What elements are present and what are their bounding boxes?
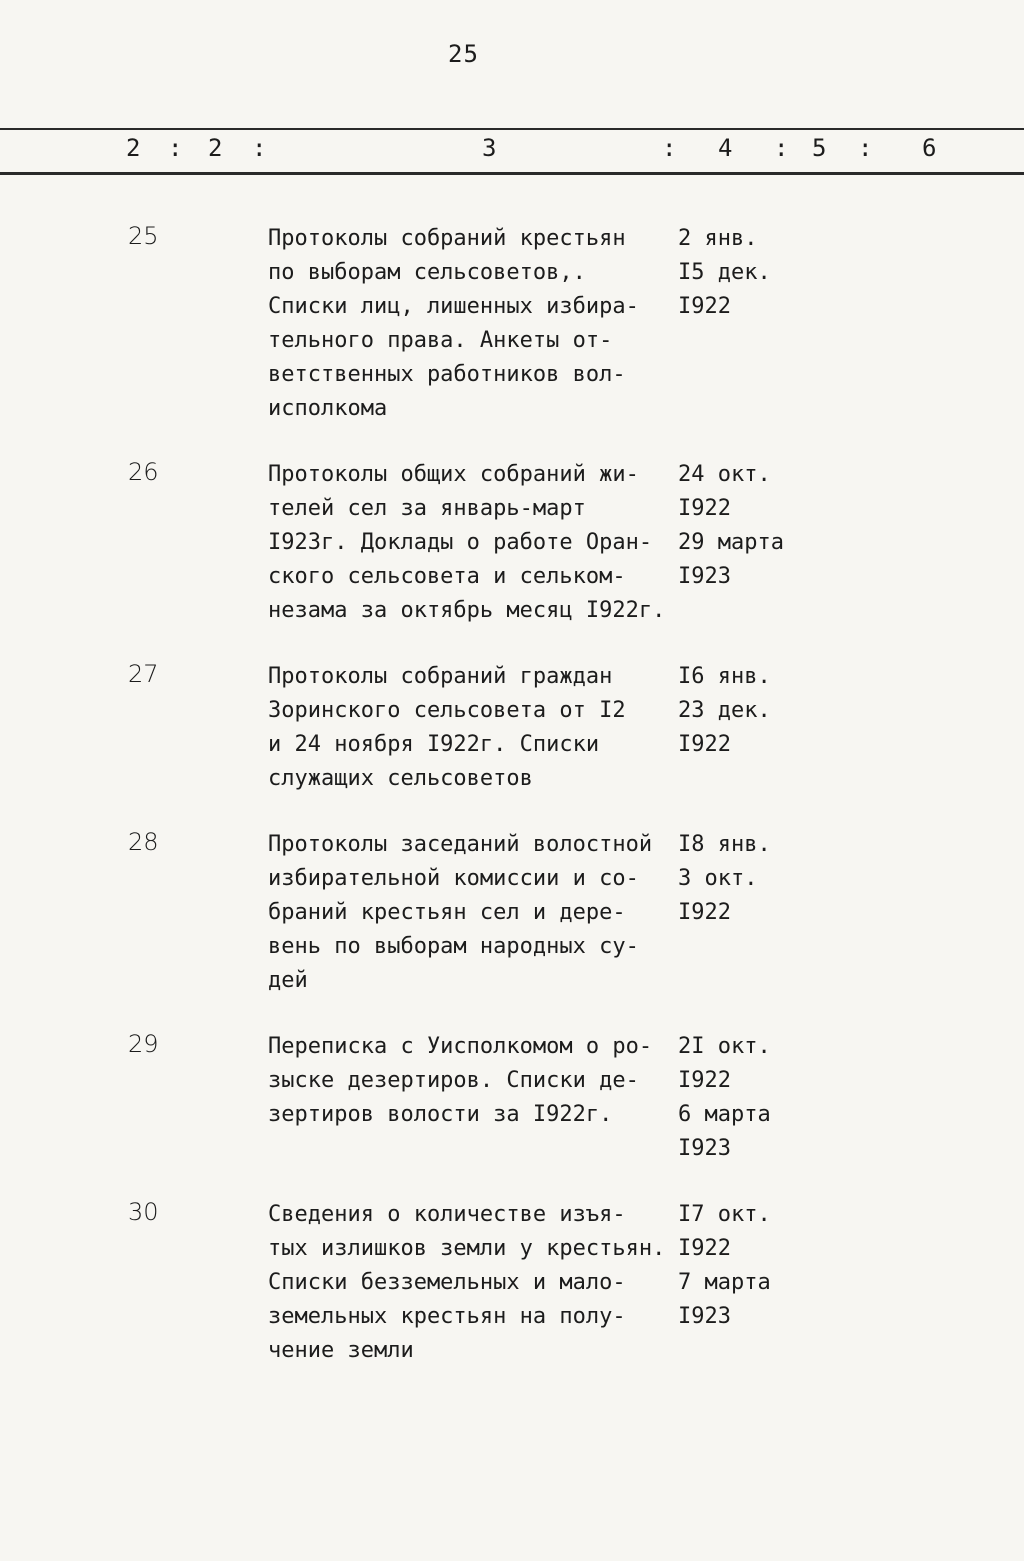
entry-description: Протоколы общих собраний жи- телей сел за январь-март I923г. Доклады о работе Оран- ского сельсовета и сельком- незама за октябрь месяц I922г. xyxy=(268,462,666,623)
entry-dates: I7 окт. I922 7 марта I923 xyxy=(678,1202,771,1329)
header-top-rule xyxy=(0,128,1024,130)
entry-description: Протоколы собраний граждан Зоринского сельсовета от I2 и 24 ноября I922г. Списки служащих сельсоветов xyxy=(268,664,626,791)
entry-description: Протоколы заседаний волостной избирательной комиссии и со- браний крестьян сел и дере- вень по выборам народных су- дей xyxy=(268,832,653,993)
column-separator: : xyxy=(774,134,789,162)
entry-number: 26 xyxy=(128,458,159,486)
column-header-4: 4 xyxy=(718,134,733,162)
column-separator: : xyxy=(662,134,677,162)
column-header-2b: 2 xyxy=(208,134,223,162)
entry-number: 28 xyxy=(128,828,159,856)
header-bottom-rule xyxy=(0,172,1024,175)
column-header-5: 5 xyxy=(812,134,827,162)
column-header-3: 3 xyxy=(482,134,497,162)
column-separator: : xyxy=(858,134,873,162)
entry-number: 30 xyxy=(128,1198,159,1226)
entry-description: Протоколы собраний крестьян по выборам сельсоветов,. Списки лиц, лишенных избира- тельного права. Анкеты от- ветственных работников вол- исполкома xyxy=(268,226,639,421)
entry-dates: 2I окт. I922 6 марта I923 xyxy=(678,1034,771,1161)
column-separator: : xyxy=(168,134,183,162)
column-separator: : xyxy=(252,134,267,162)
entry-number: 25 xyxy=(128,222,159,250)
entry-number: 27 xyxy=(128,660,159,688)
column-header-6: 6 xyxy=(922,134,937,162)
entry-description: Переписка с Уисполкомом о ро- зыске дезертиров. Списки де- зертиров волости за I922г. xyxy=(268,1034,653,1127)
entry-dates: 24 окт. I922 29 марта I923 xyxy=(678,462,784,589)
entry-dates: I6 янв. 23 дек. I922 xyxy=(678,664,771,757)
entry-description: Сведения о количестве изъя- тых излишков земли у крестьян. Списки безземельных и мало- земельных крестьян на полу- чение земли xyxy=(268,1202,666,1363)
entry-dates: 2 янв. I5 дек. I922 xyxy=(678,226,771,319)
entry-dates: I8 янв. 3 окт. I922 xyxy=(678,832,771,925)
column-header-2a: 2 xyxy=(126,134,141,162)
page-number: 25 xyxy=(448,40,479,68)
entry-number: 29 xyxy=(128,1030,159,1058)
